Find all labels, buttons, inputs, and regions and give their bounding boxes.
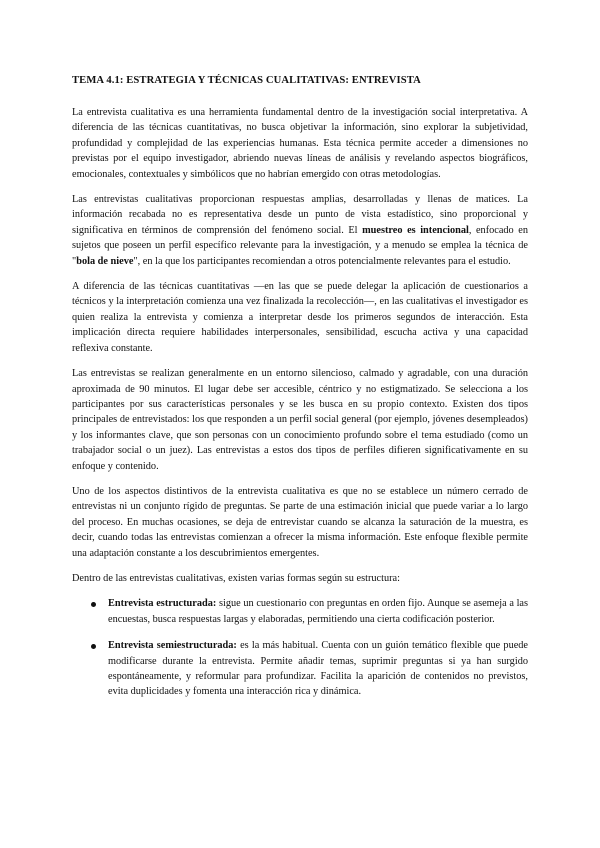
bold-term-bola-de-nieve: bola de nieve bbox=[76, 255, 134, 267]
list-item-text: sigue un cuestionario con preguntas en orden fijo. Aunque se asemeja a las encuestas, busca respuestas largas y elaboradas, permitiendo una cierta codificación posterior. bbox=[108, 598, 529, 625]
paragraph-responses-text-3: ", en la que los participantes recomiendan a otros potencialmente relevantes para el estudio. bbox=[133, 255, 511, 267]
paragraph-responses-text-2: , enfocado en sujetos que poseen un perfil específico relevante para la investigación, y a menudo se emplea la técnica de " bbox=[72, 224, 528, 267]
paragraph-introduction: La entrevista cualitativa es una herramienta fundamental dentro de la investigación social interpretativa. A diferencia de las técnicas cuantitativas, no busca objetivar la información, sino explorar la subjetividad, profundidad y complejidad de las experiencias humanas. Esta técnica permite acceder a dimensiones no previstas por el equipo investigador, abriendo nuevas líneas de análisis y revelando aspectos biográficos, emocionales, contextuales y simbólicos que no habrían emergido con otras metodologías. bbox=[72, 107, 528, 180]
paragraph-responses-text-1: Las entrevistas cualitativas proporcionan respuestas amplias, desarrolladas y llenas de matices. La información recabada no es representativa desde un punto de vista estadístico, sino proporcional y significativa en términos de comprensión del fenómeno social. El bbox=[72, 194, 528, 236]
page-title: TEMA 4.1: ESTRATEGIA Y TÉCNICAS CUALITATIVAS: ENTREVISTA bbox=[72, 75, 421, 86]
bold-term-muestreo: muestreo es intencional bbox=[362, 224, 469, 236]
list-item bbox=[72, 638, 528, 700]
paragraph-sample: Uno de los aspectos distintivos de la entrevista cualitativa es que no se establece un número cerrado de entrevistas ni un conjunto rígido de preguntas. Se parte de una estimación inicial que puede variar a lo largo del proceso. En muchas ocasiones, se deja de entrevistar cuando se alcanza la saturación de la muestra, es decir, cuando todas las entrevistas comienzan a ofrecer la misma información. Este enfoque flexible permite una adaptación constante a los descubrimientos emergentes. bbox=[72, 485, 528, 559]
paragraph-interpretation: A diferencia de las técnicas cuantitativas —en las que se puede delegar la aplicación de cuestionarios a técnicos y la interpretación comienza una vez finalizada la recolección—, en las cualitativas el investigador es quien realiza la entrevista y comienza a interpretar desde los primeros segundos de interacción. Esta implicación directa requiere habilidades interpersonales, sensibilidad, escucha activa y una capacidad reflexiva constante. bbox=[72, 281, 528, 354]
list-item bbox=[72, 596, 528, 627]
interview-types-list bbox=[72, 596, 528, 699]
bullet-icon bbox=[91, 602, 96, 607]
list-item-term: Entrevista estructurada: bbox=[108, 598, 217, 610]
paragraph-setting: Las entrevistas se realizan generalmente en un entorno silencioso, calmado y agradable, con una duración aproximada de 90 minutos. El lugar debe ser accesible, céntrico y no estigmatizado. Se selecciona a los participantes por sus características personales y se les busca en su propio contexto. Existen dos tipos principales de entrevistados: los que responden a un perfil social general (por ejemplo, jóvenes desempleados) y los informantes clave, que son personas con un conocimiento profundo sobre el tema estudiado (como un trabajador social o un juez). Las entrevistas a estos dos tipos de perfiles difieren significativamente en su enfoque y contenido. bbox=[72, 368, 528, 472]
bullet-icon bbox=[91, 644, 96, 649]
list-item-text: es la más habitual. Cuenta con un guión temático flexible que puede modificarse durante la entrevista. Permite añadir temas, suprimir preguntas si ya han surgido espontáneamente, y reformular para profundizar. Facilita la aparición de contenidos no previstos, evita duplicidades y fomenta una interacción rica y dinámica. bbox=[108, 640, 529, 698]
paragraph-responses bbox=[72, 192, 528, 269]
list-item-term: Entrevista semiestructurada: bbox=[108, 640, 237, 652]
paragraph-forms-intro: Dentro de las entrevistas cualitativas, existen varias formas según su estructura: bbox=[72, 572, 400, 584]
document-content bbox=[72, 74, 528, 711]
